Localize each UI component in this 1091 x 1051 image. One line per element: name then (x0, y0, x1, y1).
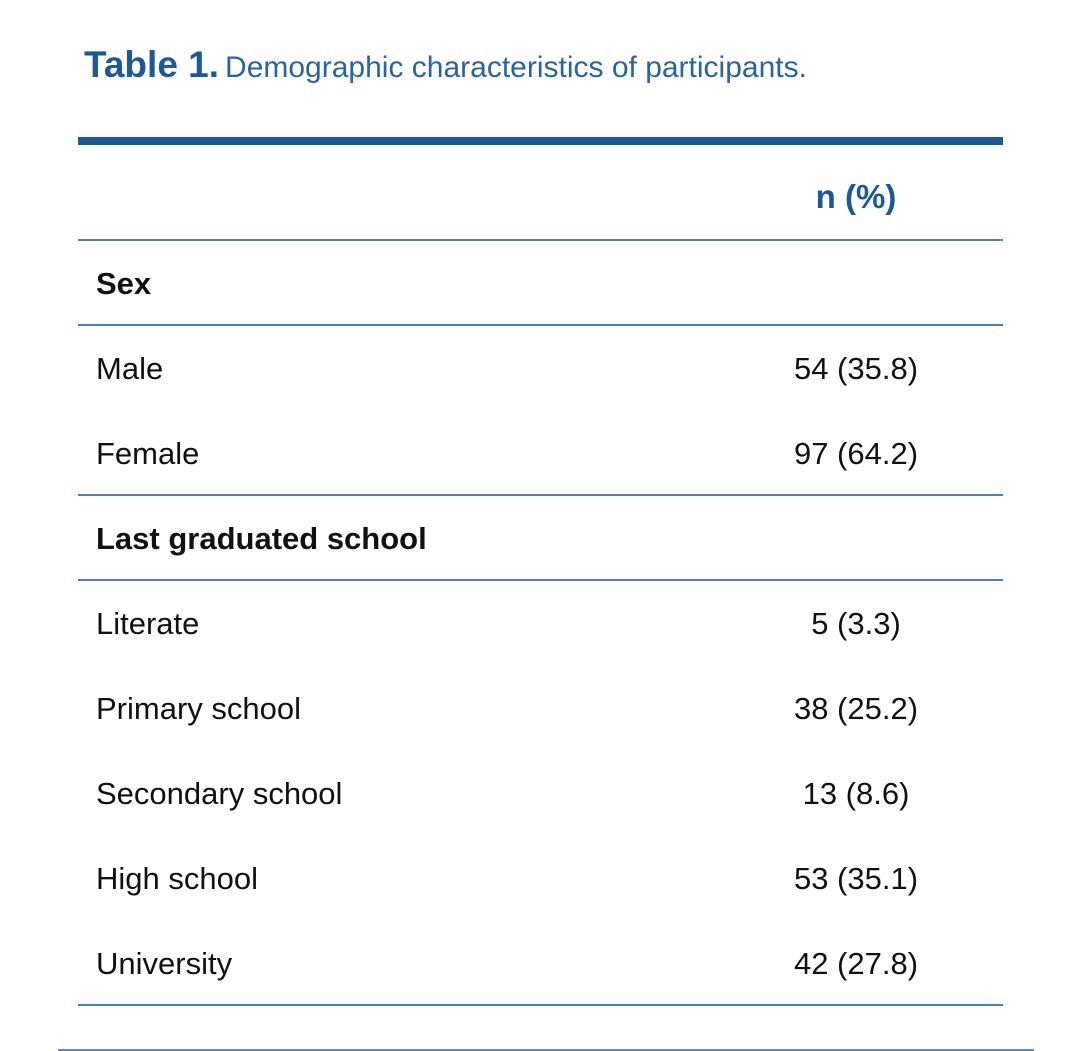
row-value: 5 (3.3) (811, 606, 901, 641)
row-value: 38 (25.2) (793, 691, 919, 726)
table-row (78, 326, 1003, 411)
table-row (78, 496, 1003, 581)
row-label: Female (96, 436, 200, 471)
row-label: Secondary school (96, 776, 343, 811)
row-label: High school (96, 861, 258, 896)
demographics-table (78, 137, 1003, 1006)
table-row (78, 666, 1003, 751)
row-label: Literate (96, 606, 200, 641)
table-row (78, 921, 1003, 1006)
table-top-rule (78, 137, 1003, 145)
table-caption (84, 44, 807, 86)
row-value: 42 (27.8) (793, 946, 919, 981)
row-label: Primary school (96, 691, 301, 726)
row-value: 97 (64.2) (793, 436, 919, 471)
row-value: 53 (35.1) (793, 861, 919, 896)
row-label: Male (96, 351, 164, 386)
row-label: Last graduated school (96, 521, 427, 556)
table-row (78, 751, 1003, 836)
table-caption-label: Table 1. (84, 44, 220, 85)
row-value: 54 (35.8) (793, 351, 919, 386)
table-row (78, 411, 1003, 496)
table-caption-text: Demographic characteristics of participants. (225, 51, 807, 84)
table-header-row (78, 145, 1003, 241)
row-label: Sex (96, 266, 152, 301)
table-row (78, 836, 1003, 921)
header-value-cell: n (%) (815, 178, 897, 215)
table-row (78, 241, 1003, 326)
table-row (78, 581, 1003, 666)
row-label: University (96, 946, 233, 981)
row-value: 13 (8.6) (802, 776, 910, 811)
